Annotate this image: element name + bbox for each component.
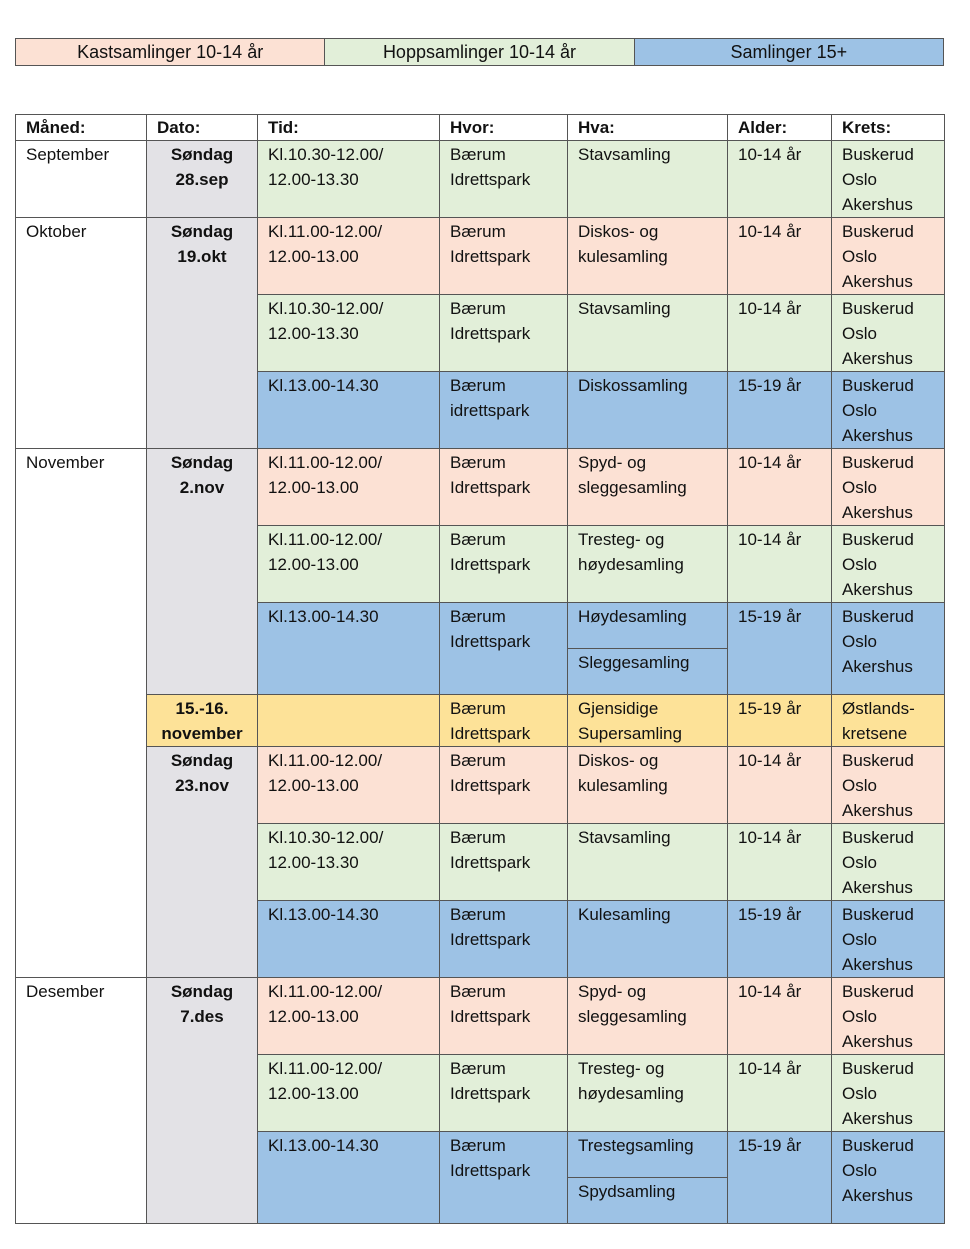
krets-cell: Buskerud Oslo Akershus	[832, 1055, 945, 1132]
month-cell: September	[16, 141, 147, 218]
alder-cell: 10-14 år	[728, 141, 832, 218]
tid-cell: Kl.13.00-14.30	[258, 1132, 440, 1224]
schedule-table	[15, 114, 945, 1224]
hvor-cell: Bærum Idrettspark	[440, 901, 568, 978]
date-cell: Søndag 23.nov	[147, 747, 258, 978]
table-row	[16, 141, 945, 218]
hvor-cell: Bærum Idrettspark	[440, 449, 568, 526]
date-cell: Søndag 28.sep	[147, 141, 258, 218]
hva-cell: Tresteg- og høydesamling	[568, 1055, 728, 1132]
legend-hopp: Hoppsamlinger 10-14 år	[325, 39, 634, 65]
tid-cell: Kl.10.30-12.00/ 12.00-13.30	[258, 141, 440, 218]
tid-cell: Kl.11.00-12.00/ 12.00-13.00	[258, 526, 440, 603]
alder-cell: 10-14 år	[728, 824, 832, 901]
header-tid: Tid:	[258, 115, 440, 141]
date-cell: Søndag 2.nov	[147, 449, 258, 695]
krets-cell: Buskerud Oslo Akershus	[832, 218, 945, 295]
alder-cell: 15-19 år	[728, 603, 832, 695]
hvor-cell: Bærum Idrettspark	[440, 824, 568, 901]
hva-cell: Kulesamling	[568, 901, 728, 978]
table-row	[16, 747, 945, 824]
hvor-cell: Bærum Idrettspark	[440, 218, 568, 295]
hva-cell: Diskos- og kulesamling	[568, 747, 728, 824]
krets-cell: Buskerud Oslo Akershus	[832, 603, 945, 695]
hvor-cell: Bærum Idrettspark	[440, 603, 568, 695]
krets-cell: Buskerud Oslo Akershus	[832, 141, 945, 218]
krets-cell: Buskerud Oslo Akershus	[832, 372, 945, 449]
alder-cell: 10-14 år	[728, 218, 832, 295]
hvor-cell: Bærum idrettspark	[440, 372, 568, 449]
tid-cell: Kl.10.30-12.00/ 12.00-13.30	[258, 295, 440, 372]
hvor-cell: Bærum Idrettspark	[440, 695, 568, 747]
month-cell: Oktober	[16, 218, 147, 449]
month-cell: Desember	[16, 978, 147, 1224]
hvor-cell: Bærum Idrettspark	[440, 141, 568, 218]
krets-cell: Buskerud Oslo Akershus	[832, 978, 945, 1055]
table-row	[16, 449, 945, 526]
header-alder: Alder:	[728, 115, 832, 141]
tid-cell: Kl.13.00-14.30	[258, 603, 440, 695]
krets-cell: Buskerud Oslo Akershus	[832, 901, 945, 978]
alder-cell: 15-19 år	[728, 695, 832, 747]
color-legend	[15, 38, 944, 66]
alder-cell: 15-19 år	[728, 901, 832, 978]
hva-cell: Sleggesamling	[568, 649, 728, 695]
hva-cell: Stavsamling	[568, 141, 728, 218]
alder-cell: 10-14 år	[728, 747, 832, 824]
tid-cell	[258, 695, 440, 747]
hva-cell: Høydesamling	[568, 603, 728, 649]
month-cell: November	[16, 449, 147, 978]
header-hvor: Hvor:	[440, 115, 568, 141]
legend-kast: Kastsamlinger 10-14 år	[16, 39, 325, 65]
alder-cell: 15-19 år	[728, 1132, 832, 1224]
alder-cell: 15-19 år	[728, 372, 832, 449]
krets-cell: Buskerud Oslo Akershus	[832, 449, 945, 526]
hvor-cell: Bærum Idrettspark	[440, 1132, 568, 1224]
hva-cell: Spyd- og sleggesamling	[568, 449, 728, 526]
header-dato: Dato:	[147, 115, 258, 141]
table-row	[16, 695, 945, 747]
alder-cell: 10-14 år	[728, 1055, 832, 1132]
hva-cell: Stavsamling	[568, 824, 728, 901]
table-row	[16, 218, 945, 295]
hva-cell: Diskos- og kulesamling	[568, 218, 728, 295]
krets-cell: Buskerud Oslo Akershus	[832, 295, 945, 372]
header-maned: Måned:	[16, 115, 147, 141]
table-row	[16, 978, 945, 1055]
header-krets: Krets:	[832, 115, 945, 141]
krets-cell: Buskerud Oslo Akershus	[832, 1132, 945, 1224]
tid-cell: Kl.11.00-12.00/ 12.00-13.00	[258, 1055, 440, 1132]
date-cell: Søndag 19.okt	[147, 218, 258, 449]
tid-cell: Kl.11.00-12.00/ 12.00-13.00	[258, 978, 440, 1055]
hva-cell: Spydsamling	[568, 1178, 728, 1224]
hva-cell: Spyd- og sleggesamling	[568, 978, 728, 1055]
hva-cell: Trestegsamling	[568, 1132, 728, 1178]
date-cell: Søndag 7.des	[147, 978, 258, 1224]
hvor-cell: Bærum Idrettspark	[440, 295, 568, 372]
hvor-cell: Bærum Idrettspark	[440, 978, 568, 1055]
legend-senior: Samlinger 15+	[635, 39, 943, 65]
hvor-cell: Bærum Idrettspark	[440, 526, 568, 603]
tid-cell: Kl.13.00-14.30	[258, 372, 440, 449]
tid-cell: Kl.11.00-12.00/ 12.00-13.00	[258, 218, 440, 295]
tid-cell: Kl.11.00-12.00/ 12.00-13.00	[258, 449, 440, 526]
hva-cell: Tresteg- og høydesamling	[568, 526, 728, 603]
krets-cell: Buskerud Oslo Akershus	[832, 526, 945, 603]
tid-cell: Kl.10.30-12.00/ 12.00-13.30	[258, 824, 440, 901]
krets-cell: Østlands- kretsene	[832, 695, 945, 747]
hvor-cell: Bærum Idrettspark	[440, 1055, 568, 1132]
hva-cell: Stavsamling	[568, 295, 728, 372]
tid-cell: Kl.11.00-12.00/ 12.00-13.00	[258, 747, 440, 824]
krets-cell: Buskerud Oslo Akershus	[832, 747, 945, 824]
alder-cell: 10-14 år	[728, 449, 832, 526]
header-row	[16, 115, 945, 141]
alder-cell: 10-14 år	[728, 978, 832, 1055]
hvor-cell: Bærum Idrettspark	[440, 747, 568, 824]
hva-cell: Gjensidige Supersamling	[568, 695, 728, 747]
tid-cell: Kl.13.00-14.30	[258, 901, 440, 978]
date-cell: 15.-16. november	[147, 695, 258, 747]
krets-cell: Buskerud Oslo Akershus	[832, 824, 945, 901]
hva-cell: Diskossamling	[568, 372, 728, 449]
header-hva: Hva:	[568, 115, 728, 141]
alder-cell: 10-14 år	[728, 526, 832, 603]
alder-cell: 10-14 år	[728, 295, 832, 372]
